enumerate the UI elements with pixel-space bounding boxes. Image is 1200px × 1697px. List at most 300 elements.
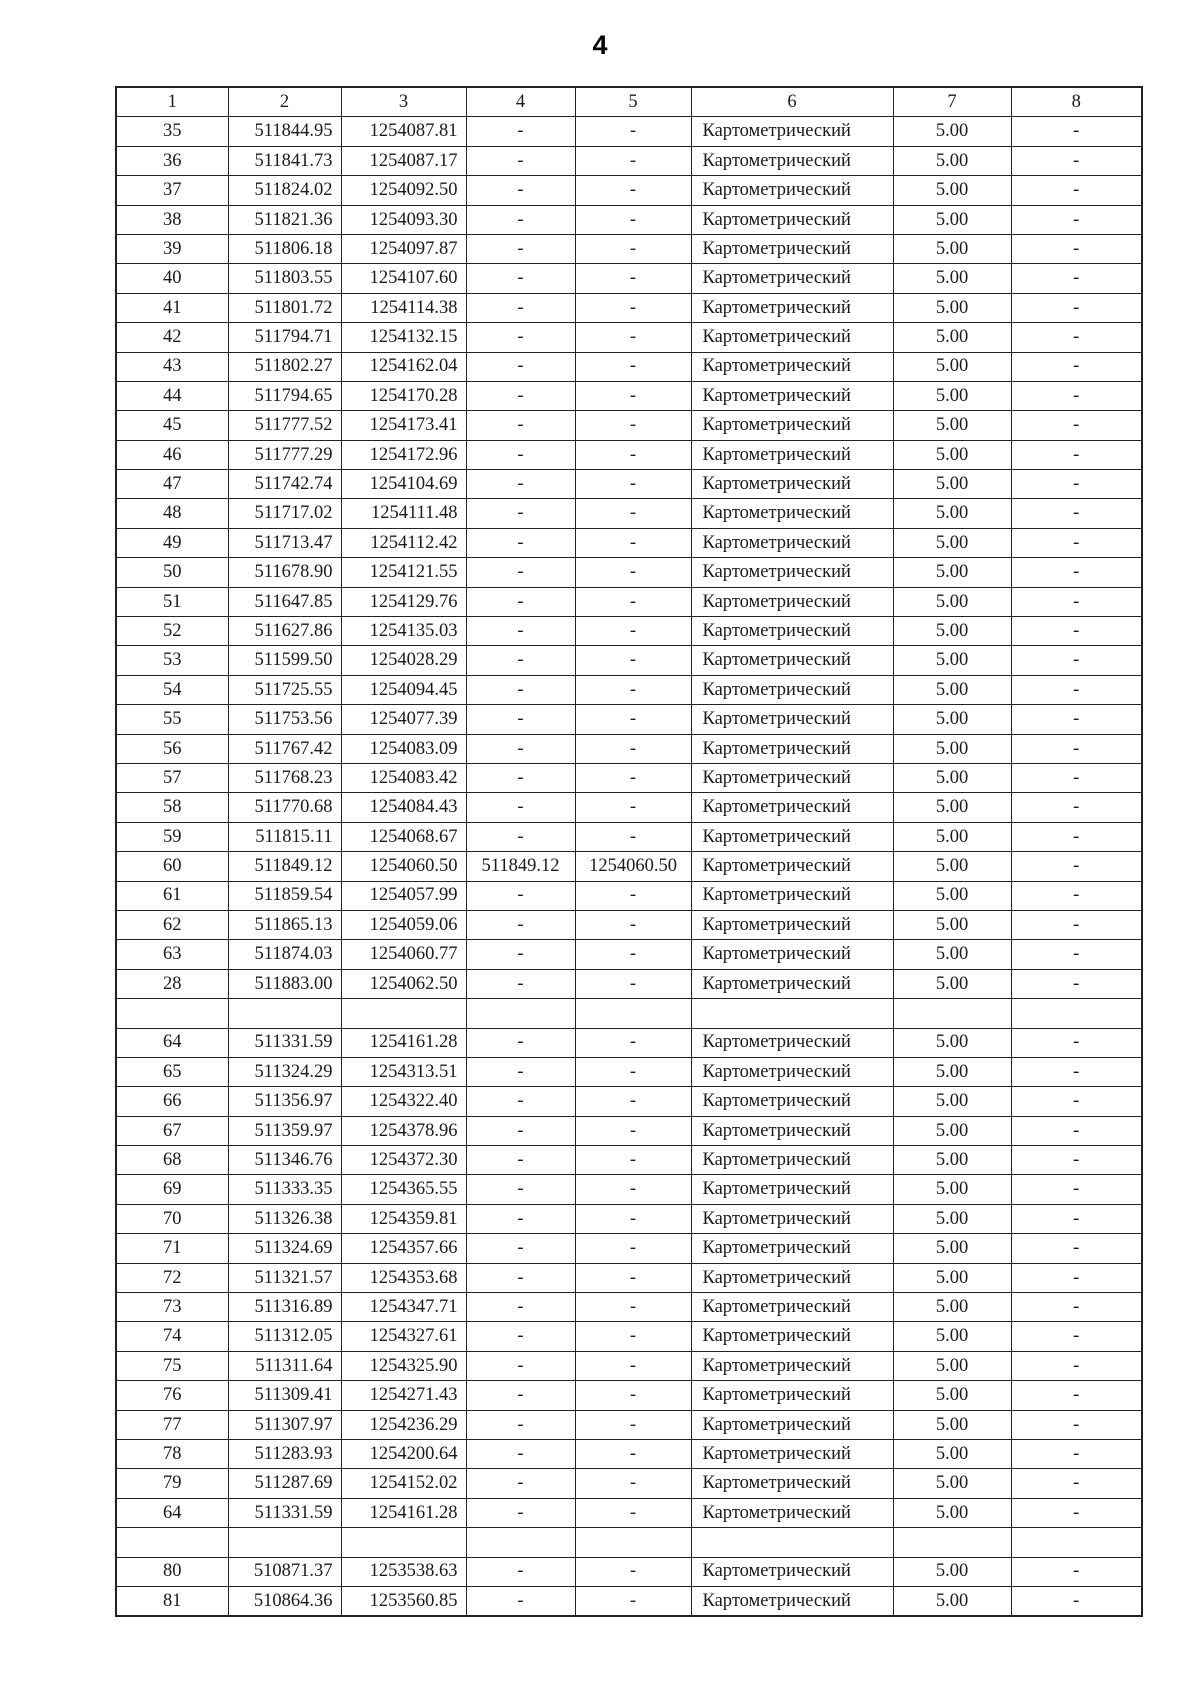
cell-x-coordinate: 511865.13 <box>228 910 341 939</box>
cell-y-coordinate: 1254087.81 <box>341 117 466 146</box>
cell-x-coordinate: 511331.59 <box>228 1028 341 1057</box>
cell-point-number: 69 <box>116 1175 228 1204</box>
cell-y-coordinate: 1254357.66 <box>341 1234 466 1263</box>
cell-y-coordinate: 1254084.43 <box>341 793 466 822</box>
cell-y-coordinate: 1254325.90 <box>341 1351 466 1380</box>
cell-y-coordinate-alt <box>575 999 691 1028</box>
cell-x-coordinate: 511777.29 <box>228 440 341 469</box>
table-header-row <box>116 87 1142 117</box>
table-row <box>116 1410 1142 1439</box>
table-row <box>116 146 1142 175</box>
cell-y-coordinate: 1254094.45 <box>341 675 466 704</box>
cell-y-coordinate: 1254365.55 <box>341 1175 466 1204</box>
cell-x-coordinate: 511841.73 <box>228 146 341 175</box>
cell-point-number: 79 <box>116 1469 228 1498</box>
cell-y-coordinate-alt: - <box>575 1146 691 1175</box>
cell-x-coordinate: 511824.02 <box>228 176 341 205</box>
cell-accuracy: 5.00 <box>893 705 1011 734</box>
cell-point-number: 78 <box>116 1439 228 1468</box>
cell-y-coordinate: 1254347.71 <box>341 1293 466 1322</box>
cell-accuracy: 5.00 <box>893 1322 1011 1351</box>
column-header-1: 1 <box>116 87 228 117</box>
cell-accuracy: 5.00 <box>893 205 1011 234</box>
table-row <box>116 705 1142 734</box>
cell-point-number: 39 <box>116 234 228 263</box>
cell-point-number: 41 <box>116 293 228 322</box>
table-row <box>116 1087 1142 1116</box>
table-row <box>116 1263 1142 1292</box>
cell-y-coordinate: 1254111.48 <box>341 499 466 528</box>
table-row <box>116 1234 1142 1263</box>
cell-accuracy: 5.00 <box>893 146 1011 175</box>
cell-note: - <box>1011 205 1142 234</box>
cell-point-number: 37 <box>116 176 228 205</box>
cell-x-coordinate: 511331.59 <box>228 1498 341 1527</box>
cell-x-coordinate-alt: - <box>466 705 575 734</box>
cell-y-coordinate-alt: - <box>575 1351 691 1380</box>
cell-y-coordinate-alt: - <box>575 176 691 205</box>
cell-y-coordinate: 1254077.39 <box>341 705 466 734</box>
cell-y-coordinate: 1254093.30 <box>341 205 466 234</box>
cell-accuracy: 5.00 <box>893 117 1011 146</box>
cell-point-number: 52 <box>116 617 228 646</box>
cell-x-coordinate: 511647.85 <box>228 587 341 616</box>
cell-x-coordinate: 511874.03 <box>228 940 341 969</box>
cell-x-coordinate-alt: - <box>466 411 575 440</box>
cell-y-coordinate <box>341 999 466 1028</box>
cell-point-number: 43 <box>116 352 228 381</box>
cell-y-coordinate-alt: - <box>575 1234 691 1263</box>
cell-x-coordinate: 511849.12 <box>228 852 341 881</box>
table-row <box>116 881 1142 910</box>
cell-x-coordinate: 511801.72 <box>228 293 341 322</box>
cell-y-coordinate: 1253560.85 <box>341 1586 466 1616</box>
cell-x-coordinate-alt: - <box>466 146 575 175</box>
cell-x-coordinate: 511316.89 <box>228 1293 341 1322</box>
cell-x-coordinate-alt: - <box>466 352 575 381</box>
cell-method: Картометрический <box>691 705 893 734</box>
cell-point-number: 51 <box>116 587 228 616</box>
cell-accuracy: 5.00 <box>893 969 1011 998</box>
cell-point-number: 42 <box>116 323 228 352</box>
cell-x-coordinate: 511321.57 <box>228 1263 341 1292</box>
cell-x-coordinate-alt: - <box>466 1586 575 1616</box>
cell-point-number: 58 <box>116 793 228 822</box>
cell-y-coordinate: 1254200.64 <box>341 1439 466 1468</box>
cell-x-coordinate: 511356.97 <box>228 1087 341 1116</box>
cell-point-number: 72 <box>116 1263 228 1292</box>
cell-note: - <box>1011 646 1142 675</box>
cell-point-number: 36 <box>116 146 228 175</box>
cell-point-number: 46 <box>116 440 228 469</box>
cell-method: Картометрический <box>691 822 893 851</box>
cell-x-coordinate: 511844.95 <box>228 117 341 146</box>
cell-method <box>691 999 893 1028</box>
cell-x-coordinate: 511359.97 <box>228 1116 341 1145</box>
cell-y-coordinate-alt: - <box>575 763 691 792</box>
cell-note: - <box>1011 1146 1142 1175</box>
table-row <box>116 381 1142 410</box>
cell-method: Картометрический <box>691 1322 893 1351</box>
cell-point-number: 81 <box>116 1586 228 1616</box>
cell-y-coordinate: 1254060.50 <box>341 852 466 881</box>
cell-accuracy: 5.00 <box>893 1116 1011 1145</box>
cell-y-coordinate-alt: - <box>575 940 691 969</box>
cell-method: Картометрический <box>691 1351 893 1380</box>
cell-point-number: 67 <box>116 1116 228 1145</box>
cell-point-number: 59 <box>116 822 228 851</box>
table-row <box>116 1116 1142 1145</box>
cell-x-coordinate-alt: - <box>466 558 575 587</box>
cell-point-number: 44 <box>116 381 228 410</box>
cell-x-coordinate-alt: - <box>466 1351 575 1380</box>
cell-method: Картометрический <box>691 293 893 322</box>
cell-note: - <box>1011 381 1142 410</box>
cell-x-coordinate-alt: - <box>466 1322 575 1351</box>
cell-x-coordinate-alt: - <box>466 822 575 851</box>
cell-note: - <box>1011 705 1142 734</box>
cell-x-coordinate: 511309.41 <box>228 1381 341 1410</box>
cell-x-coordinate: 511794.71 <box>228 323 341 352</box>
table-row <box>116 1293 1142 1322</box>
cell-y-coordinate: 1254327.61 <box>341 1322 466 1351</box>
cell-point-number: 45 <box>116 411 228 440</box>
cell-note: - <box>1011 1087 1142 1116</box>
cell-method: Картометрический <box>691 1439 893 1468</box>
cell-method: Картометрический <box>691 587 893 616</box>
cell-y-coordinate: 1254378.96 <box>341 1116 466 1145</box>
cell-accuracy: 5.00 <box>893 499 1011 528</box>
cell-x-coordinate-alt: - <box>466 940 575 969</box>
cell-method: Картометрический <box>691 1557 893 1586</box>
table-body <box>116 117 1142 1616</box>
cell-accuracy: 5.00 <box>893 352 1011 381</box>
cell-x-coordinate-alt: - <box>466 646 575 675</box>
cell-y-coordinate-alt: - <box>575 734 691 763</box>
cell-point-number: 28 <box>116 969 228 998</box>
cell-point-number: 55 <box>116 705 228 734</box>
cell-y-coordinate-alt: - <box>575 528 691 557</box>
table-separator-row <box>116 1528 1142 1557</box>
cell-method: Картометрический <box>691 617 893 646</box>
cell-x-coordinate-alt: - <box>466 205 575 234</box>
table-row <box>116 940 1142 969</box>
cell-x-coordinate: 511725.55 <box>228 675 341 704</box>
cell-point-number: 77 <box>116 1410 228 1439</box>
cell-y-coordinate: 1254057.99 <box>341 881 466 910</box>
cell-accuracy: 5.00 <box>893 1263 1011 1292</box>
cell-x-coordinate-alt: - <box>466 734 575 763</box>
cell-method: Картометрический <box>691 910 893 939</box>
cell-x-coordinate-alt: - <box>466 528 575 557</box>
cell-y-coordinate: 1254083.42 <box>341 763 466 792</box>
cell-note: - <box>1011 1469 1142 1498</box>
cell-note: - <box>1011 470 1142 499</box>
cell-x-coordinate: 511324.29 <box>228 1057 341 1086</box>
cell-point-number: 49 <box>116 528 228 557</box>
cell-accuracy <box>893 1528 1011 1557</box>
cell-method: Картометрический <box>691 1469 893 1498</box>
table-row <box>116 1586 1142 1616</box>
cell-method: Картометрический <box>691 411 893 440</box>
cell-x-coordinate-alt: - <box>466 1116 575 1145</box>
cell-y-coordinate-alt: - <box>575 440 691 469</box>
cell-accuracy: 5.00 <box>893 176 1011 205</box>
cell-y-coordinate-alt: - <box>575 1204 691 1233</box>
cell-accuracy: 5.00 <box>893 1175 1011 1204</box>
cell-x-coordinate: 510864.36 <box>228 1586 341 1616</box>
table-row <box>116 1439 1142 1468</box>
cell-note: - <box>1011 1293 1142 1322</box>
cell-accuracy: 5.00 <box>893 558 1011 587</box>
column-header-2: 2 <box>228 87 341 117</box>
cell-y-coordinate-alt: - <box>575 675 691 704</box>
table-row <box>116 969 1142 998</box>
cell-point-number: 74 <box>116 1322 228 1351</box>
cell-y-coordinate-alt: - <box>575 1439 691 1468</box>
cell-accuracy: 5.00 <box>893 1557 1011 1586</box>
cell-accuracy: 5.00 <box>893 910 1011 939</box>
cell-x-coordinate-alt: - <box>466 763 575 792</box>
cell-point-number: 38 <box>116 205 228 234</box>
cell-y-coordinate-alt: - <box>575 1586 691 1616</box>
cell-x-coordinate <box>228 1528 341 1557</box>
cell-note: - <box>1011 1057 1142 1086</box>
cell-method: Картометрический <box>691 117 893 146</box>
cell-note: - <box>1011 1586 1142 1616</box>
cell-accuracy: 5.00 <box>893 528 1011 557</box>
cell-y-coordinate: 1254060.77 <box>341 940 466 969</box>
cell-note: - <box>1011 852 1142 881</box>
coordinates-table <box>115 86 1143 1617</box>
cell-accuracy: 5.00 <box>893 1351 1011 1380</box>
cell-y-coordinate: 1254097.87 <box>341 234 466 263</box>
cell-y-coordinate-alt: - <box>575 793 691 822</box>
cell-point-number: 76 <box>116 1381 228 1410</box>
cell-x-coordinate-alt: - <box>466 1439 575 1468</box>
cell-accuracy: 5.00 <box>893 617 1011 646</box>
cell-note: - <box>1011 440 1142 469</box>
cell-method: Картометрический <box>691 1498 893 1527</box>
cell-x-coordinate-alt <box>466 1528 575 1557</box>
cell-accuracy: 5.00 <box>893 1087 1011 1116</box>
cell-note: - <box>1011 617 1142 646</box>
cell-y-coordinate: 1254112.42 <box>341 528 466 557</box>
cell-y-coordinate-alt: - <box>575 705 691 734</box>
cell-y-coordinate: 1254236.29 <box>341 1410 466 1439</box>
table-row <box>116 558 1142 587</box>
cell-note: - <box>1011 1351 1142 1380</box>
cell-method: Картометрический <box>691 1146 893 1175</box>
cell-y-coordinate-alt: - <box>575 264 691 293</box>
table-row <box>116 1146 1142 1175</box>
table-row <box>116 1469 1142 1498</box>
cell-accuracy: 5.00 <box>893 852 1011 881</box>
cell-accuracy: 5.00 <box>893 646 1011 675</box>
cell-point-number: 63 <box>116 940 228 969</box>
cell-y-coordinate-alt: - <box>575 1263 691 1292</box>
cell-method: Картометрический <box>691 940 893 969</box>
cell-accuracy: 5.00 <box>893 293 1011 322</box>
cell-y-coordinate: 1254313.51 <box>341 1057 466 1086</box>
cell-x-coordinate-alt: - <box>466 1557 575 1586</box>
cell-y-coordinate: 1254135.03 <box>341 617 466 646</box>
table-row <box>116 470 1142 499</box>
cell-y-coordinate: 1254062.50 <box>341 969 466 998</box>
cell-y-coordinate-alt: - <box>575 881 691 910</box>
cell-accuracy: 5.00 <box>893 1498 1011 1527</box>
cell-x-coordinate: 511346.76 <box>228 1146 341 1175</box>
cell-method: Картометрический <box>691 1087 893 1116</box>
cell-method: Картометрический <box>691 1057 893 1086</box>
cell-method: Картометрический <box>691 1204 893 1233</box>
cell-y-coordinate-alt: - <box>575 411 691 440</box>
cell-point-number: 47 <box>116 470 228 499</box>
cell-x-coordinate-alt: - <box>466 1381 575 1410</box>
cell-accuracy: 5.00 <box>893 1439 1011 1468</box>
cell-y-coordinate-alt: - <box>575 558 691 587</box>
cell-x-coordinate-alt: - <box>466 176 575 205</box>
cell-method: Картометрический <box>691 1410 893 1439</box>
table-row <box>116 587 1142 616</box>
cell-x-coordinate-alt: - <box>466 675 575 704</box>
cell-y-coordinate-alt: - <box>575 1057 691 1086</box>
cell-note: - <box>1011 1175 1142 1204</box>
cell-accuracy: 5.00 <box>893 381 1011 410</box>
cell-note: - <box>1011 1116 1142 1145</box>
cell-accuracy: 5.00 <box>893 440 1011 469</box>
cell-note: - <box>1011 293 1142 322</box>
cell-accuracy: 5.00 <box>893 470 1011 499</box>
cell-accuracy: 5.00 <box>893 1234 1011 1263</box>
cell-y-coordinate-alt: - <box>575 1293 691 1322</box>
cell-x-coordinate: 511307.97 <box>228 1410 341 1439</box>
cell-y-coordinate: 1254359.81 <box>341 1204 466 1233</box>
cell-note: - <box>1011 528 1142 557</box>
table-row <box>116 822 1142 851</box>
cell-note: - <box>1011 1410 1142 1439</box>
cell-x-coordinate-alt: 511849.12 <box>466 852 575 881</box>
cell-note <box>1011 999 1142 1028</box>
cell-y-coordinate: 1254353.68 <box>341 1263 466 1292</box>
cell-method <box>691 1528 893 1557</box>
cell-x-coordinate: 511287.69 <box>228 1469 341 1498</box>
cell-point-number <box>116 1528 228 1557</box>
cell-y-coordinate: 1254028.29 <box>341 646 466 675</box>
cell-point-number: 70 <box>116 1204 228 1233</box>
cell-note: - <box>1011 910 1142 939</box>
cell-point-number: 50 <box>116 558 228 587</box>
cell-x-coordinate-alt: - <box>466 1057 575 1086</box>
table-row <box>116 1351 1142 1380</box>
cell-x-coordinate-alt: - <box>466 1263 575 1292</box>
cell-x-coordinate: 511767.42 <box>228 734 341 763</box>
cell-x-coordinate: 511742.74 <box>228 470 341 499</box>
cell-y-coordinate: 1254129.76 <box>341 587 466 616</box>
cell-point-number: 71 <box>116 1234 228 1263</box>
cell-y-coordinate: 1254372.30 <box>341 1146 466 1175</box>
cell-method: Картометрический <box>691 264 893 293</box>
cell-note: - <box>1011 1204 1142 1233</box>
table-row <box>116 1057 1142 1086</box>
cell-y-coordinate: 1254322.40 <box>341 1087 466 1116</box>
table-row <box>116 1028 1142 1057</box>
table-row <box>116 1381 1142 1410</box>
cell-y-coordinate: 1254092.50 <box>341 176 466 205</box>
cell-x-coordinate: 511777.52 <box>228 411 341 440</box>
cell-method: Картометрический <box>691 1263 893 1292</box>
cell-note: - <box>1011 763 1142 792</box>
cell-note: - <box>1011 1498 1142 1527</box>
cell-accuracy: 5.00 <box>893 1410 1011 1439</box>
cell-y-coordinate-alt: - <box>575 1557 691 1586</box>
cell-x-coordinate-alt: - <box>466 440 575 469</box>
column-header-6: 6 <box>691 87 893 117</box>
cell-x-coordinate: 511815.11 <box>228 822 341 851</box>
cell-x-coordinate: 511859.54 <box>228 881 341 910</box>
cell-method: Картометрический <box>691 1028 893 1057</box>
cell-y-coordinate-alt: - <box>575 1175 691 1204</box>
cell-y-coordinate: 1254152.02 <box>341 1469 466 1498</box>
cell-note: - <box>1011 499 1142 528</box>
cell-x-coordinate: 510871.37 <box>228 1557 341 1586</box>
cell-accuracy: 5.00 <box>893 734 1011 763</box>
cell-y-coordinate-alt: - <box>575 822 691 851</box>
table-row <box>116 499 1142 528</box>
cell-method: Картометрический <box>691 528 893 557</box>
cell-x-coordinate: 511794.65 <box>228 381 341 410</box>
table-row <box>116 176 1142 205</box>
cell-x-coordinate: 511883.00 <box>228 969 341 998</box>
cell-point-number: 53 <box>116 646 228 675</box>
column-header-8: 8 <box>1011 87 1142 117</box>
cell-x-coordinate: 511326.38 <box>228 1204 341 1233</box>
cell-note: - <box>1011 1439 1142 1468</box>
cell-method: Картометрический <box>691 734 893 763</box>
cell-note: - <box>1011 822 1142 851</box>
cell-note: - <box>1011 264 1142 293</box>
cell-point-number: 68 <box>116 1146 228 1175</box>
cell-x-coordinate-alt: - <box>466 1146 575 1175</box>
cell-accuracy: 5.00 <box>893 323 1011 352</box>
cell-note: - <box>1011 411 1142 440</box>
cell-x-coordinate: 511717.02 <box>228 499 341 528</box>
cell-y-coordinate: 1254173.41 <box>341 411 466 440</box>
cell-y-coordinate: 1254271.43 <box>341 1381 466 1410</box>
cell-x-coordinate-alt <box>466 999 575 1028</box>
cell-method: Картометрический <box>691 176 893 205</box>
cell-y-coordinate: 1254170.28 <box>341 381 466 410</box>
cell-note: - <box>1011 587 1142 616</box>
cell-accuracy: 5.00 <box>893 1586 1011 1616</box>
cell-x-coordinate: 511753.56 <box>228 705 341 734</box>
cell-method: Картометрический <box>691 381 893 410</box>
cell-y-coordinate-alt: - <box>575 323 691 352</box>
cell-y-coordinate-alt: - <box>575 1410 691 1439</box>
table-separator-row <box>116 999 1142 1028</box>
cell-method: Картометрический <box>691 1293 893 1322</box>
cell-point-number: 40 <box>116 264 228 293</box>
cell-point-number: 62 <box>116 910 228 939</box>
cell-y-coordinate-alt: - <box>575 646 691 675</box>
cell-method: Картометрический <box>691 852 893 881</box>
cell-x-coordinate: 511770.68 <box>228 793 341 822</box>
cell-note: - <box>1011 146 1142 175</box>
cell-note: - <box>1011 558 1142 587</box>
cell-y-coordinate-alt <box>575 1528 691 1557</box>
cell-note: - <box>1011 734 1142 763</box>
cell-x-coordinate-alt: - <box>466 1469 575 1498</box>
